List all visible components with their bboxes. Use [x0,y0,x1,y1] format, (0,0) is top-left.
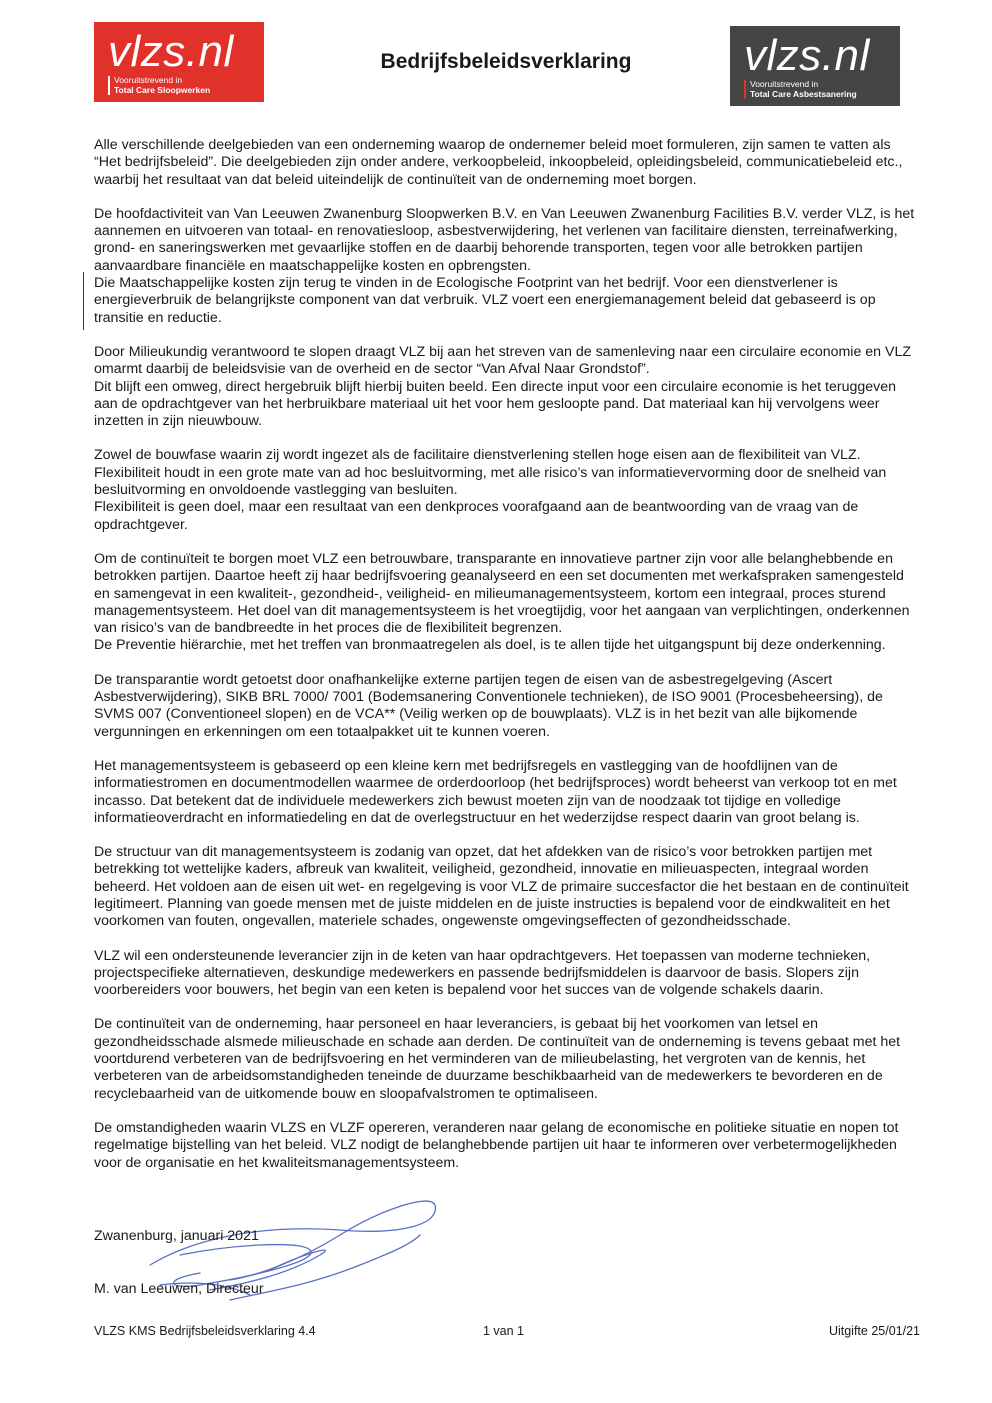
paragraph-main-activity: De hoofdactiviteit van Van Leeuwen Zwanenburg Sloopwerken B.V. en Van Leeuwen Zwanenburg Facilities B.V. verder VLZ, is het aannemen en uitvoeren van totaal- en renovatiesloop, asbestverwijdering, het verlenen van facilitaire diensten, terreinafwerking, grond- en saneringswerken met gevaarlijke stoffen en de daarbij behorende transporten, tegen voor alle betrokken partijen aanvaardbare financiële en maatschappelijke kosten en opbrengsten. [94,205,915,274]
paragraph-transparency: De transparantie wordt getoetst door onafhankelijke externe partijen tegen de eisen van de asbestregelgeving (Ascert Asbestverwijdering), SIKB BRL 7000/ 7001 (Bodemsanering Conventionele technieken), de ISO 9001 (Procesbeheersing), de SVMS 007 (Conventioneel slopen) en de VCA** (Veilig werken op de bouwplaats). VLZ is in het bezit van alle bijkomende vergunningen en erkenningen om een totaalpakket uit te kunnen voeren. [94,671,883,740]
paragraph-circular-economy: Door Milieukundig verantwoord te slopen draagt VLZ bij aan het streven van de samenleving naar een circulaire economie en VLZ omarmt daarbij de beleidsvisie van de overheid en de sector “Van Afval Naar Grondstof”. [94,343,912,378]
page-number: 1 van 1 [483,1324,525,1338]
paragraph-policy-review: De omstandigheden waarin VLZS en VLZF opereren, veranderen naar gelang de economische en politieke situatie en nopen tot regelmatige bijstelling van het beleid. VLZ nodigt de belanghebbende partijen uit haar te informeren over verbetermogelijkheden voor de organisatie en het kwaliteitsmanagementsysteem. [94,1119,899,1171]
paragraph-flexibility: Zowel de bouwfase waarin zij wordt ingezet als de facilitaire dienstverlening stellen hoge eisen aan de flexibiliteit van VLZ. Flexibiliteit houdt in een grote mate van ad hoc besluitvorming, met alle risico’s van informatievervorming door de snelheid van besluitvorming en onvoldoende vastlegging van besluiten. [94,447,887,499]
paragraph-business-policy: Alle verschillende deelgebieden van een onderneming waarop de ondernemer beleid moet formuleren, zijn samen te vatten als “Het bedrijfsbeleid”. Die deelgebieden zijn onder andere, verkoopbeleid, inkoopbeleid, opleidingsbeleid, communicatiebeleid etc., waarbij het resultaat van dat beleid uiteindelijk de continuïteit van de onderneming moet borgen. [94,137,903,188]
signatory-name: M. van Leeuwen, Directeur [94,1281,264,1297]
paragraph-management-system: Het managementsysteem is gebaseerd op een kleine kern met bedrijfsregels en vastlegging van de hoofdlijnen van de informatiestromen en documentmodellen waarmee de orderdoorloop (het bedrijfsproces) wordt beheerst van verkoop tot en met incasso. Dat betekent dat de individuele medewerkers zich bewust moeten zijn van de noodzaak tot tijdige en volledige informatieoverdracht en informatiedeling en dat de overlegstructuur en het wederzijdse respect daarin van groot belang is. [94,757,897,826]
paragraph-prevention-hierarchy: De Preventie hiërarchie, met het treffen van bronmaatregelen als doel, is te allen tijde het uitgangspunt bij deze onderkenning. [94,637,886,654]
logo-asbestsanering [730,26,900,106]
policy-body [94,137,916,1189]
page-title: Bedrijfsbeleidsverklaring [380,50,632,73]
paragraph-continuity: Om de continuïteit te borgen moet VLZ een betrouwbare, transparante en innovatieve partner zijn voor alle belanghebbende en betrokken partijen. Daartoe heeft zij haar bedrijfsvoering geanalyseerd en een set documenten met werkafspraken samengesteld en samengevat in een kwaliteit-, gezondheid-, veiligheid- en milieumanagementsysteem, kortom een integraal, proces sturend managementsysteem. Het doel van dit managementsysteem is het vroegtijdig, voor het aangaan van verplichtingen, onderkennen van risico’s van de bandbreedte in het proces die de flexibiliteit begrenzen. [94,550,910,637]
handwritten-signature [140,1195,460,1315]
revision-change-bar [83,272,84,330]
place-and-date: Zwanenburg, januari 2021 [94,1228,259,1244]
paragraph-reuse: Dit blijft een omweg, direct hergebruik blijft hierbij buiten beeld. Een directe input voor een circulaire economie is het teruggeven aan de opdrachtgever van het herbruikbare materiaal uit het voor hem gesloopte pand. Dat materiaal kan hij vervolgens weer inzetten in zijn nieuwbouw. [94,378,897,430]
paragraph-flexibility-goal: Flexibiliteit is geen doel, maar een resultaat van een denkproces voorafgaand aan de beantwoording van de vraag van de opdrachtgever. [94,499,859,533]
issue-date: Uitgifte 25/01/21 [828,1324,920,1338]
logo-tagline-line1: Vooruitstrevend in [114,75,183,85]
paragraph-supplier-role: VLZ wil een ondersteunende leverancier zijn in de keten van haar opdrachtgevers. Het toepassen van moderne technieken, projectspecifieke alternatieven, deskundige medewerkers en passende bedrijfsmiddelen is daarvoor de basis. Slopers zijn voorbereiders voor bouwers, het begin van een keten is bepalend voor het succes van de volgende schakels daarin. [94,947,871,999]
logo-tagline-line2: Total Care Asbestsanering [750,88,857,99]
logo-tagline [108,76,252,95]
logo-tagline [744,80,888,99]
logo-tagline-line1: Vooruitstrevend in [750,79,819,89]
paragraph-ecological-footprint: Die Maatschappelijke kosten zijn terug te vinden in de Ecologische Footprint van het bedrijf. Voor een dienstverlener is energieverbruik de belangrijkste component van dat verbruik. VLZ voert een energiemanagement beleid dat gebaseerd is op transitie en reductie. [94,275,876,326]
logo-brand: vlzs.nl [108,27,234,76]
document-reference: VLZS KMS Bedrijfsbeleidsverklaring 4.4 [94,1324,316,1338]
paragraph-continuity-safety: De continuïteit van de onderneming, haar personeel en haar leveranciers, is gebaat bij het voorkomen van letsel en gezondheidsschade alsmede milieuschade en schade aan derden. De continuïteit van de onderneming is tevens gebaat met het voortdurend verbeteren van de bedrijfsvoering en het verminderen van de milieubelasting, het vergroten van de kennis, het verbeteren van de arbeidsomstandigheden teneinde de duurzame beschikbaarheid van de medewerkers te bevorderen en de recyclebaarheid van de uitkomende bouw en sloopafvalstromen te optimaliseen. [94,1016,901,1102]
logo-sloopwerken [94,22,264,102]
paragraph-structure: De structuur van dit managementsysteem is zodanig van opzet, dat het afdekken van de risico’s voor betrokken partijen met betrekking tot wettelijke kaders, afbreuk van kwaliteit, veiligheid, gezondheid, innovatie en milieuaspecten, integraal worden beheerd. Het voldoen aan de eisen uit wet- en regelgeving is voor VLZ de primaire succesfactor die het bestaan en de continuïteit legitimeert. Planning van goede mensen met de juiste middelen en de juiste instructies is bepalend voor de eindkwaliteit en het voorkomen van fouten, ongevallen, materiele schades, ongewenste omgevingseffecten of gezondheidsschade. [94,844,909,930]
logo-tagline-line2: Total Care Sloopwerken [114,84,211,95]
logo-brand: vlzs.nl [744,31,870,80]
